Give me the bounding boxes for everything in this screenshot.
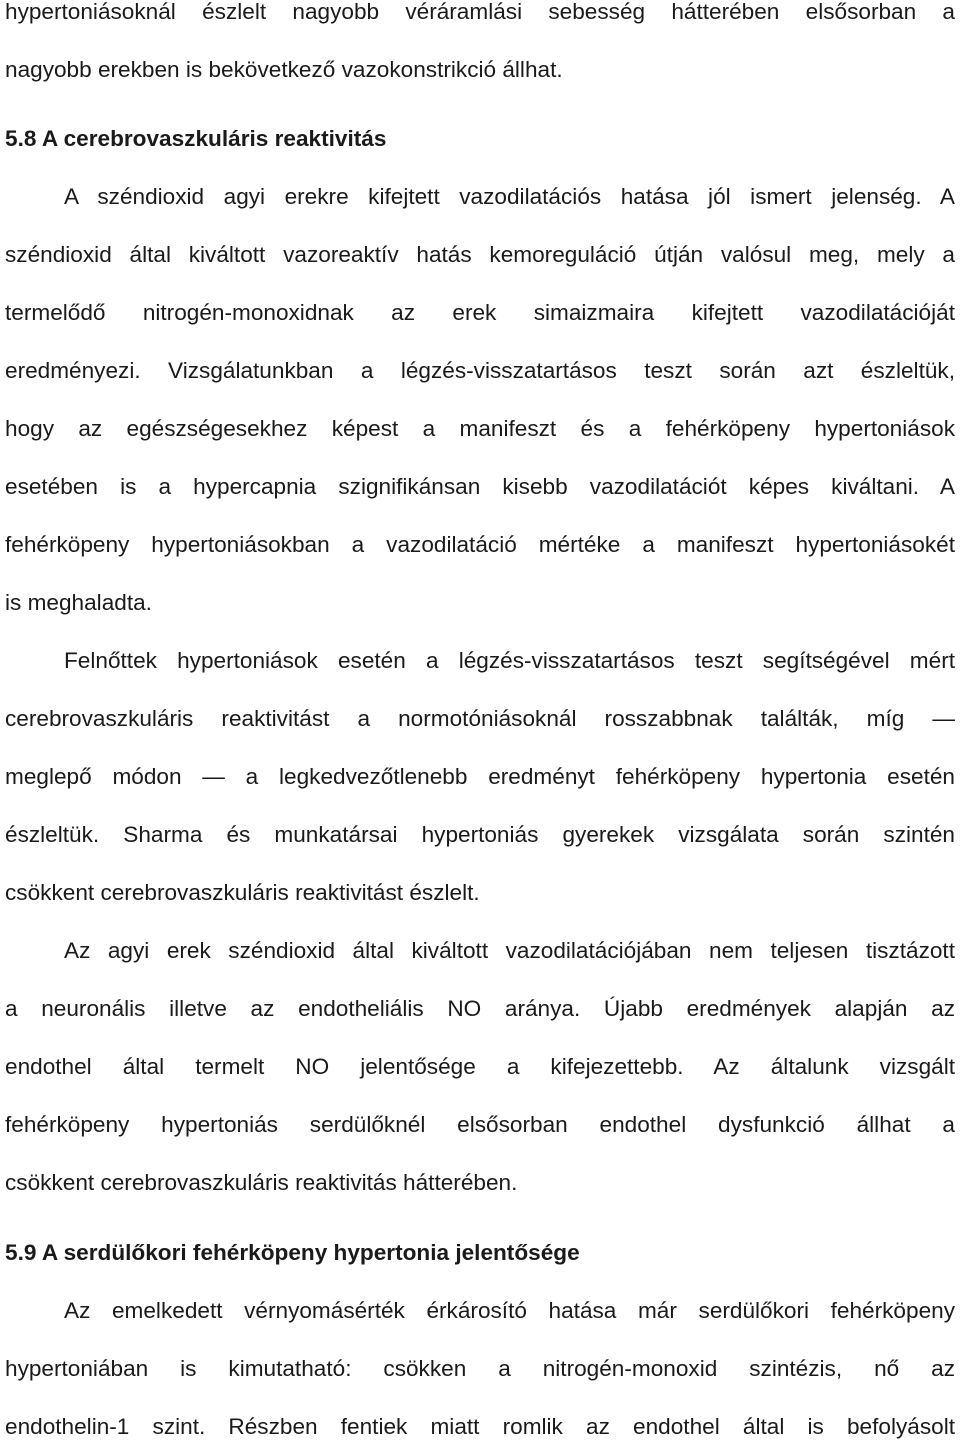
text-line: hogy az egészségesekhez képest a manifeszt és a fehérköpeny hypertoniások	[5, 416, 955, 441]
text-line: észleltük. Sharma és munkatársai hypertoniás gyerekek vizsgálata során szintén	[5, 822, 955, 847]
text-line: a neuronális illetve az endotheliális NO aránya. Újabb eredmények alapján az	[5, 996, 955, 1021]
text-line: Az emelkedett vérnyomásérték érkárosító hatása már serdülőkori fehérköpeny	[64, 1298, 955, 1323]
text-line: széndioxid által kiváltott vazoreaktív hatás kemoreguláció útján valósul meg, mely a	[5, 242, 955, 267]
text-line: meglepő módon — a legkedvezőtlenebb eredményt fehérköpeny hypertonia esetén	[5, 764, 955, 789]
text-line: Felnőttek hypertoniások esetén a légzés-visszatartásos teszt segítségével mért	[64, 648, 955, 673]
text-line: hypertoniásoknál észlelt nagyobb véráramlási sebesség hátterében elsősorban a	[5, 0, 955, 24]
text-line: hypertoniában is kimutatható: csökken a nitrogén-monoxid szintézis, nő az	[5, 1356, 955, 1381]
text-line: Az agyi erek széndioxid által kiváltott vazodilatációjában nem teljesen tisztázott	[64, 938, 955, 963]
text-line: is meghaladta.	[5, 590, 152, 615]
text-line: fehérköpeny hypertoniásokban a vazodilatáció mértéke a manifeszt hypertoniásokét	[5, 532, 955, 557]
text-line: A széndioxid agyi erekre kifejtett vazodilatációs hatása jól ismert jelenség. A	[64, 184, 955, 209]
section-heading-5-8: 5.8 A cerebrovaszkuláris reaktivitás	[5, 126, 387, 151]
text-line: termelődő nitrogén-monoxidnak az erek simaizmaira kifejtett vazodilatációját	[5, 300, 955, 325]
text-line: csökkent cerebrovaszkuláris reaktivitás hátterében.	[5, 1170, 518, 1195]
text-line: csökkent cerebrovaszkuláris reaktivitást észlelt.	[5, 880, 480, 905]
text-line: endothel által termelt NO jelentősége a kifejezettebb. Az általunk vizsgált	[5, 1054, 955, 1079]
text-line: nagyobb erekben is bekövetkező vazokonstrikció állhat.	[5, 57, 563, 82]
text-line: esetében is a hypercapnia szignifikánsan kisebb vazodilatációt képes kiváltani. A	[5, 474, 955, 499]
text-line: fehérköpeny hypertoniás serdülőknél elsősorban endothel dysfunkció állhat a	[5, 1112, 955, 1137]
text-line: endothelin-1 szint. Részben fentiek miatt romlik az endothel által is befolyásolt	[5, 1414, 955, 1439]
text-line: cerebrovaszkuláris reaktivitást a normotóniásoknál rosszabbnak találták, míg —	[5, 706, 955, 731]
text-line: eredményezi. Vizsgálatunkban a légzés-visszatartásos teszt során azt észleltük,	[5, 358, 955, 383]
section-heading-5-9: 5.9 A serdülőkori fehérköpeny hypertonia jelentősége	[5, 1240, 580, 1265]
